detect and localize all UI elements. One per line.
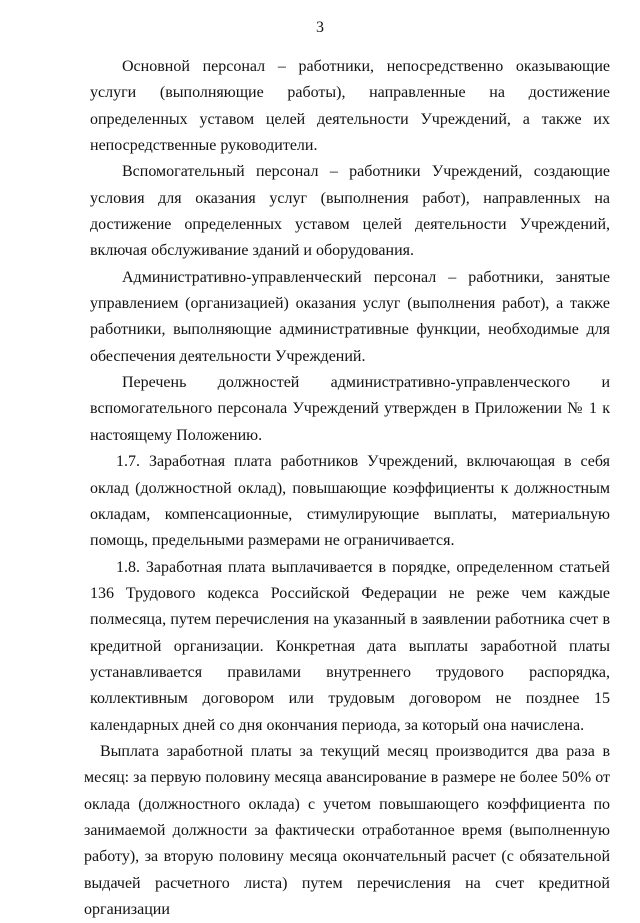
paragraph-main-staff: Основной персонал – работники, непосредственно оказывающие услуги (выполняющие работы), направленные на достижение определенных уставом целей деятельности Учреждений, а также их непосредственные руководители. — [90, 58, 610, 155]
page-number: 3 — [316, 19, 324, 36]
paragraph-1-8: 1.8. Заработная плата выплачивается в порядке, определенном статьей 136 Трудового кодекса Российской Федерации не реже чем каждые полмесяца, путем перечисления на указанный в заявлении работника счет в кредитной организации. Конкретная дата выплаты заработной платы устанавливается правилами внутреннего трудового распорядка, коллективным договором или трудовым договором не позднее 15 календарных дней со дня окончания периода, за который она начислена. — [90, 558, 610, 734]
paragraph-salary-payment: Выплата заработной платы за текущий месяц производится два раза в месяц: за первую половину месяца авансирование в размере не более 50% от оклада (должностного оклада) с учетом повышающего коэффициента по занимаемой должности за фактически отработанное время (выполненную работу), за вторую половину месяца окончательный расчет (с обязательной выдачей расчетного листа) путем перечисления на счет кредитной организации — [84, 742, 610, 918]
paragraph-admin-staff: Административно-управленческий персонал – работники, занятые управлением (организацией) оказания услуг (выполнения работ), а также работники, выполняющие административные функции, необходимые для обеспечения деятельности Учреждений. — [90, 268, 610, 365]
paragraph-staff-list: Перечень должностей административно-управленческого и вспомогательного персонала Учреждений утвержден в Приложении № 1 к настоящему Положению. — [90, 374, 610, 444]
paragraph-1-7: 1.7. Заработная плата работников Учреждений, включающая в себя оклад (должностной оклад), повышающие коэффициенты к должностным окладам, компенсационные, стимулирующие выплаты, материальную помощь, предельными размерами не ограничивается. — [90, 453, 610, 550]
paragraph-support-staff: Вспомогательный персонал – работники Учреждений, создающие условия для оказания услуг (выполнения работ), направленных на достижение определенных уставом целей деятельности Учреждений, включая обслуживание зданий и оборудования. — [90, 163, 610, 260]
document-body — [84, 54, 610, 923]
